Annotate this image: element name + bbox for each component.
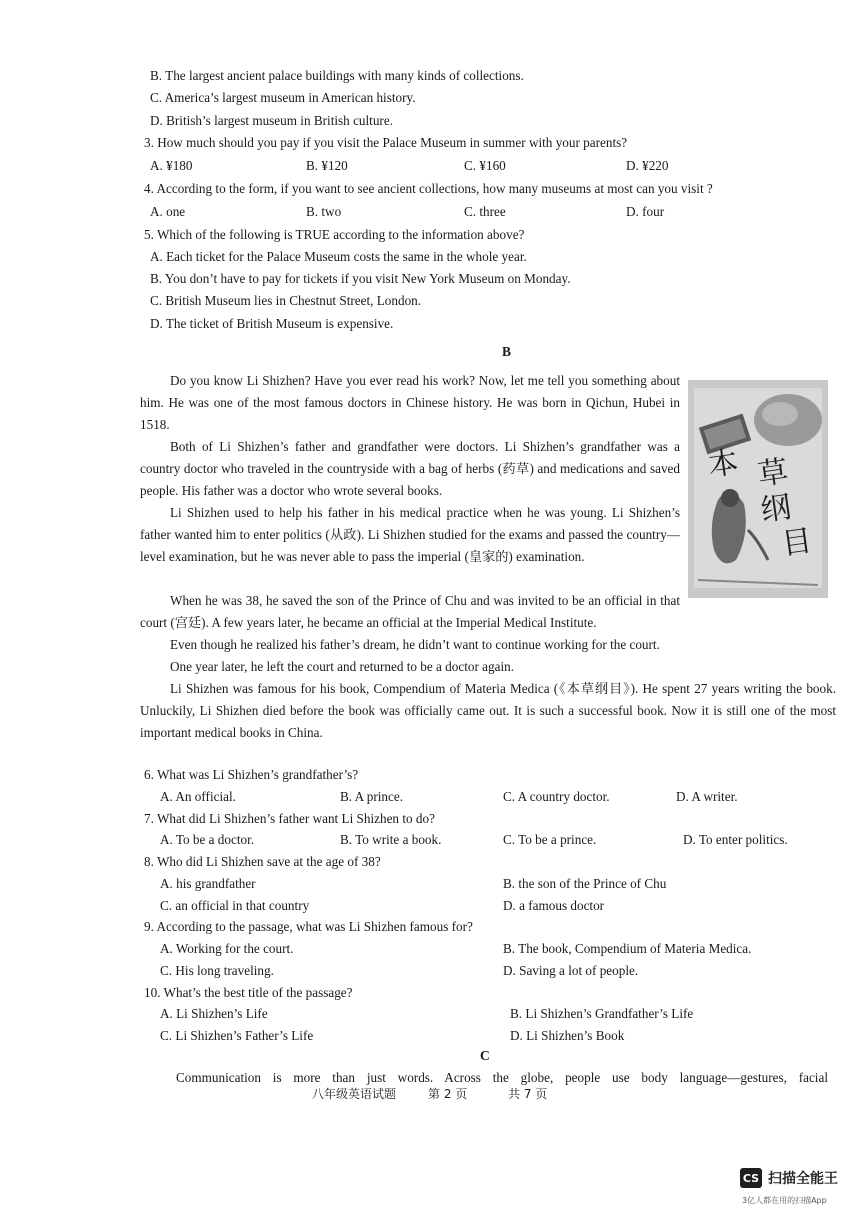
q5-option-d: D. The ticket of British Museum is expensive. bbox=[150, 316, 394, 331]
q6-option-a: A. An official. bbox=[160, 789, 236, 804]
q4-option-c: C. three bbox=[464, 204, 506, 219]
footer-page-number: 第 2 页 bbox=[428, 1087, 468, 1101]
q2-option-b: B. The largest ancient palace buildings with many kinds of collections. bbox=[150, 68, 524, 83]
passage-paragraph-3: Li Shizhen used to help his father in his medical practice when he was young. Li Shizhen’s father wanted him to enter politics (从政). Li Shizhen studied for the exams and passed the country—level examination, but he was never able to pass the imperial (皇家的) examination. bbox=[140, 505, 680, 564]
q5-question: 5. Which of the following is TRUE according to the information above? bbox=[144, 227, 525, 242]
q7-option-c: C. To be a prince. bbox=[503, 832, 597, 847]
section-b-passage-bottom bbox=[140, 590, 836, 744]
q10-option-d: D. Li Shizhen’s Book bbox=[510, 1028, 625, 1043]
q9-option-b: B. The book, Compendium of Materia Medica. bbox=[503, 941, 752, 956]
q10-question: 10. What’s the best title of the passage? bbox=[144, 985, 353, 1000]
calligraphy-char-4: 目 bbox=[779, 523, 815, 563]
q3-option-a: A. ¥180 bbox=[150, 158, 193, 173]
q9-question: 9. According to the passage, what was Li Shizhen famous for? bbox=[144, 919, 473, 934]
q6-question: 6. What was Li Shizhen’s grandfather’s? bbox=[144, 767, 359, 782]
q6-option-b: B. A prince. bbox=[340, 789, 403, 804]
section-c-first-line: Communication is more than just words. Across the globe, people use body language—gestures, facial bbox=[176, 1070, 828, 1085]
q8-option-c: C. an official in that country bbox=[160, 898, 310, 913]
q10-option-c: C. Li Shizhen’s Father’s Life bbox=[160, 1028, 314, 1043]
q9-option-a: A. Working for the court. bbox=[160, 941, 294, 956]
passage-paragraph-5: Even though he realized his father’s dream, he didn’t want to continue working for the court. bbox=[170, 637, 660, 652]
q5-option-a: A. Each ticket for the Palace Museum costs the same in the whole year. bbox=[150, 249, 527, 264]
q7-question: 7. What did Li Shizhen’s father want Li Shizhen to do? bbox=[144, 811, 435, 826]
q9-option-c: C. His long traveling. bbox=[160, 963, 274, 978]
q4-option-a: A. one bbox=[150, 204, 186, 219]
camscanner-logo-icon: CS bbox=[740, 1168, 762, 1188]
q4-question: 4. According to the form, if you want to see ancient collections, how many museums at most can you visit ? bbox=[144, 181, 713, 196]
scanner-tagline: 3亿人都在用的扫描App bbox=[742, 1196, 827, 1205]
footer-exam-title: 八年级英语试题 bbox=[312, 1087, 397, 1101]
q2-option-c: C. America’s largest museum in American history. bbox=[150, 90, 416, 105]
q6-option-d: D. A writer. bbox=[676, 789, 738, 804]
bencao-gangmu-illustration bbox=[688, 380, 828, 598]
calligraphy-char-2: 草 bbox=[755, 453, 791, 493]
scanner-watermark bbox=[740, 1168, 838, 1188]
q4-option-b: B. two bbox=[306, 204, 342, 219]
q5-option-b: B. You don’t have to pay for tickets if you visit New York Museum on Monday. bbox=[150, 271, 571, 286]
q7-option-a: A. To be a doctor. bbox=[160, 832, 255, 847]
q3-option-c: C. ¥160 bbox=[464, 158, 506, 173]
calligraphy-char-3: 纲 bbox=[758, 489, 794, 529]
footer-page-total: 共 7 页 bbox=[508, 1087, 548, 1101]
q8-option-b: B. the son of the Prince of Chu bbox=[503, 876, 667, 891]
q8-question: 8. Who did Li Shizhen save at the age of 38? bbox=[144, 854, 381, 869]
section-b-heading: B bbox=[502, 344, 512, 359]
q3-question: 3. How much should you pay if you visit the Palace Museum in summer with your parents? bbox=[144, 135, 628, 150]
passage-paragraph-6: One year later, he left the court and returned to be a doctor again. bbox=[170, 659, 515, 674]
q4-option-d: D. four bbox=[626, 204, 665, 219]
passage-paragraph-7: Li Shizhen was famous for his book, Compendium of Materia Medica (《本草纲目》). He spent 27 years writing the book. Unluckily, Li Shizhen died before the book was officially came out. It is such a successful book. Now it is still one of the most important medical books in China. bbox=[140, 681, 836, 740]
q10-option-b: B. Li Shizhen’s Grandfather’s Life bbox=[510, 1006, 694, 1021]
q10-option-a: A. Li Shizhen’s Life bbox=[160, 1006, 268, 1021]
passage-paragraph-2: Both of Li Shizhen’s father and grandfather were doctors. Li Shizhen’s grandfather was a country doctor who traveled in the countryside with a bag of herbs (药草) and medications and saved people. His father was a doctor who wrote several books. bbox=[140, 439, 680, 498]
q6-option-c: C. A country doctor. bbox=[503, 789, 610, 804]
q3-option-d: D. ¥220 bbox=[626, 158, 669, 173]
q7-option-b: B. To write a book. bbox=[340, 832, 442, 847]
q8-option-d: D. a famous doctor bbox=[503, 898, 605, 913]
q3-option-b: B. ¥120 bbox=[306, 158, 348, 173]
scanner-brand-name: 扫描全能王 bbox=[768, 1171, 838, 1187]
q2-option-d: D. British’s largest museum in British culture. bbox=[150, 113, 393, 128]
passage-paragraph-1: Do you know Li Shizhen? Have you ever read his work? Now, let me tell you something about him. He was one of the most famous doctors in Chinese history. He was born in Qichun, Hubei in 1518. bbox=[140, 373, 680, 432]
passage-paragraph-4: When he was 38, he saved the son of the Prince of Chu and was invited to be an official in that court (宫廷). A few years later, he became an official at the Imperial Medical Institute. bbox=[140, 593, 680, 630]
q8-option-a: A. his grandfather bbox=[160, 876, 256, 891]
q7-option-d: D. To enter politics. bbox=[683, 832, 788, 847]
calligraphy-char-1: 本 bbox=[705, 444, 741, 484]
q9-option-d: D. Saving a lot of people. bbox=[503, 963, 639, 978]
section-b-passage-top bbox=[140, 370, 680, 568]
section-c-heading: C bbox=[480, 1048, 490, 1063]
q5-option-c: C. British Museum lies in Chestnut Street, London. bbox=[150, 293, 422, 308]
